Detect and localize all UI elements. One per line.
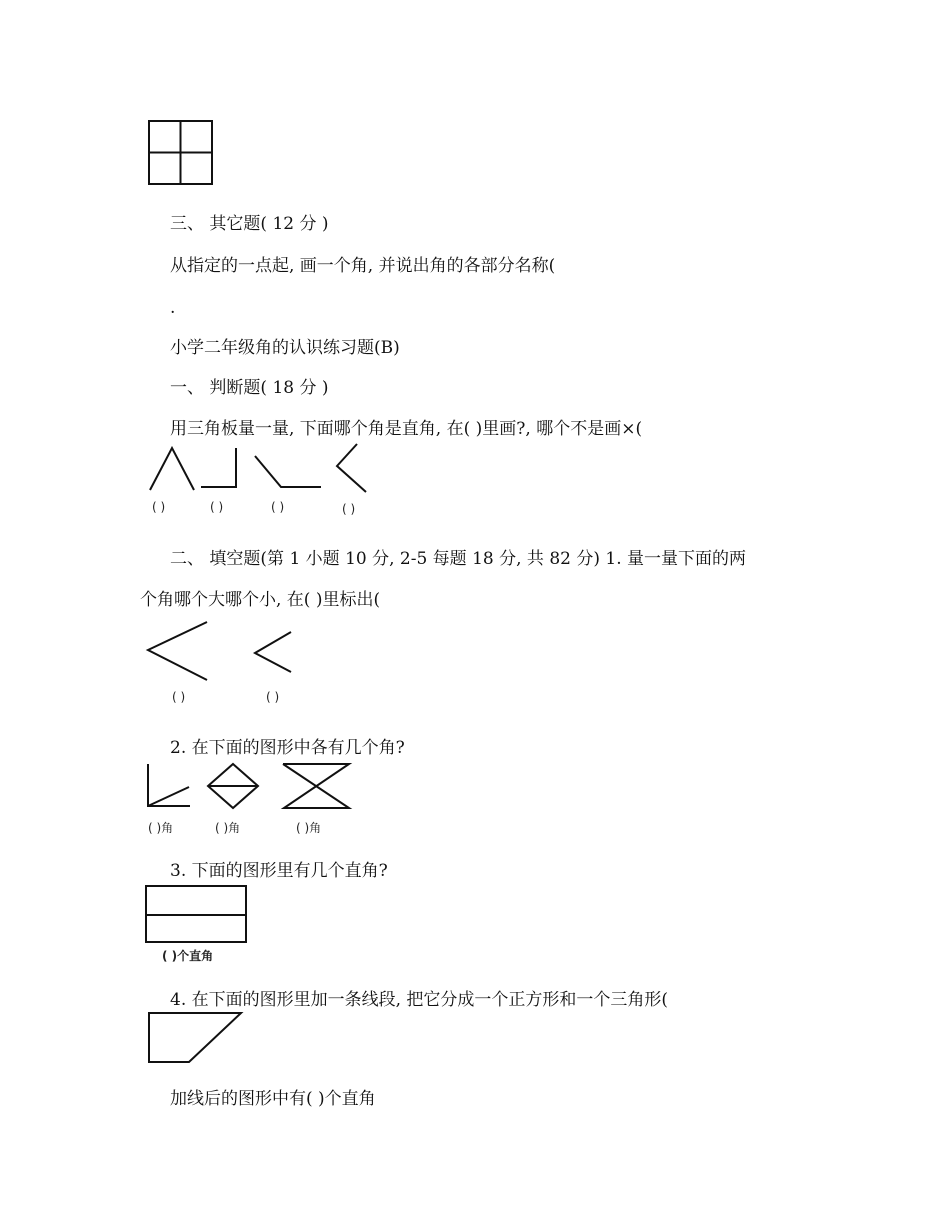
compare-mark-2: ( ) bbox=[266, 690, 280, 704]
angle-figure-4 bbox=[337, 444, 366, 492]
count-mark-2: ( )角 bbox=[215, 821, 241, 835]
compare-mark-1: ( ) bbox=[172, 690, 186, 704]
count-mark-1: ( )角 bbox=[148, 821, 174, 835]
page-title: 小学二年级角的认识练习题(B) bbox=[170, 338, 400, 358]
grid-square-figure bbox=[148, 120, 214, 186]
section-1-heading: 一、 判断题( 18 分 ) bbox=[170, 378, 329, 398]
angle-figure-3 bbox=[255, 456, 321, 487]
section-2-heading-cont: 个角哪个大哪个小, 在( )里标出( bbox=[140, 590, 381, 610]
large-angle bbox=[148, 622, 207, 680]
answer-mark-2: ( ) bbox=[210, 500, 224, 514]
dot-mark: . bbox=[170, 298, 176, 318]
question-4-follow: 加线后的图形中有( )个直角 bbox=[170, 1089, 376, 1109]
answer-mark-3: ( ) bbox=[271, 500, 285, 514]
section-3-question: 从指定的一点起, 画一个角, 并说出角的各部分名称( bbox=[170, 256, 556, 276]
angle-compare-figures bbox=[145, 620, 305, 682]
section-3-heading: 三、 其它题( 12 分 ) bbox=[170, 214, 329, 234]
angle-figure-1 bbox=[150, 448, 194, 490]
trapezoid-figure bbox=[145, 1010, 245, 1066]
question-2: 2. 在下面的图形中各有几个角? bbox=[170, 738, 405, 758]
question-4: 4. 在下面的图形里加一条线段, 把它分成一个正方形和一个三角形( bbox=[170, 990, 669, 1010]
section-2-heading: 二、 填空题(第 1 小题 10 分, 2-5 每题 18 分, 共 82 分) 1. 量一量下面的两 bbox=[170, 549, 747, 569]
angle-figures-row-1 bbox=[145, 442, 385, 494]
answer-mark-4: ( ) bbox=[342, 502, 356, 516]
right-angle-mark: ( )个直角 bbox=[162, 949, 214, 963]
count-mark-3: ( )角 bbox=[296, 821, 322, 835]
figure-hourglass bbox=[283, 764, 349, 808]
angle-figure-2 bbox=[201, 448, 236, 487]
small-angle bbox=[255, 632, 291, 672]
count-angles-figures bbox=[145, 760, 355, 810]
figure-angle bbox=[148, 764, 190, 806]
question-3: 3. 下面的图形里有几个直角? bbox=[170, 861, 388, 881]
answer-mark-1: ( ) bbox=[152, 500, 166, 514]
divided-rectangle bbox=[145, 884, 249, 944]
section-1-question: 用三角板量一量, 下面哪个角是直角, 在( )里画?, 哪个不是画×( bbox=[170, 419, 643, 439]
